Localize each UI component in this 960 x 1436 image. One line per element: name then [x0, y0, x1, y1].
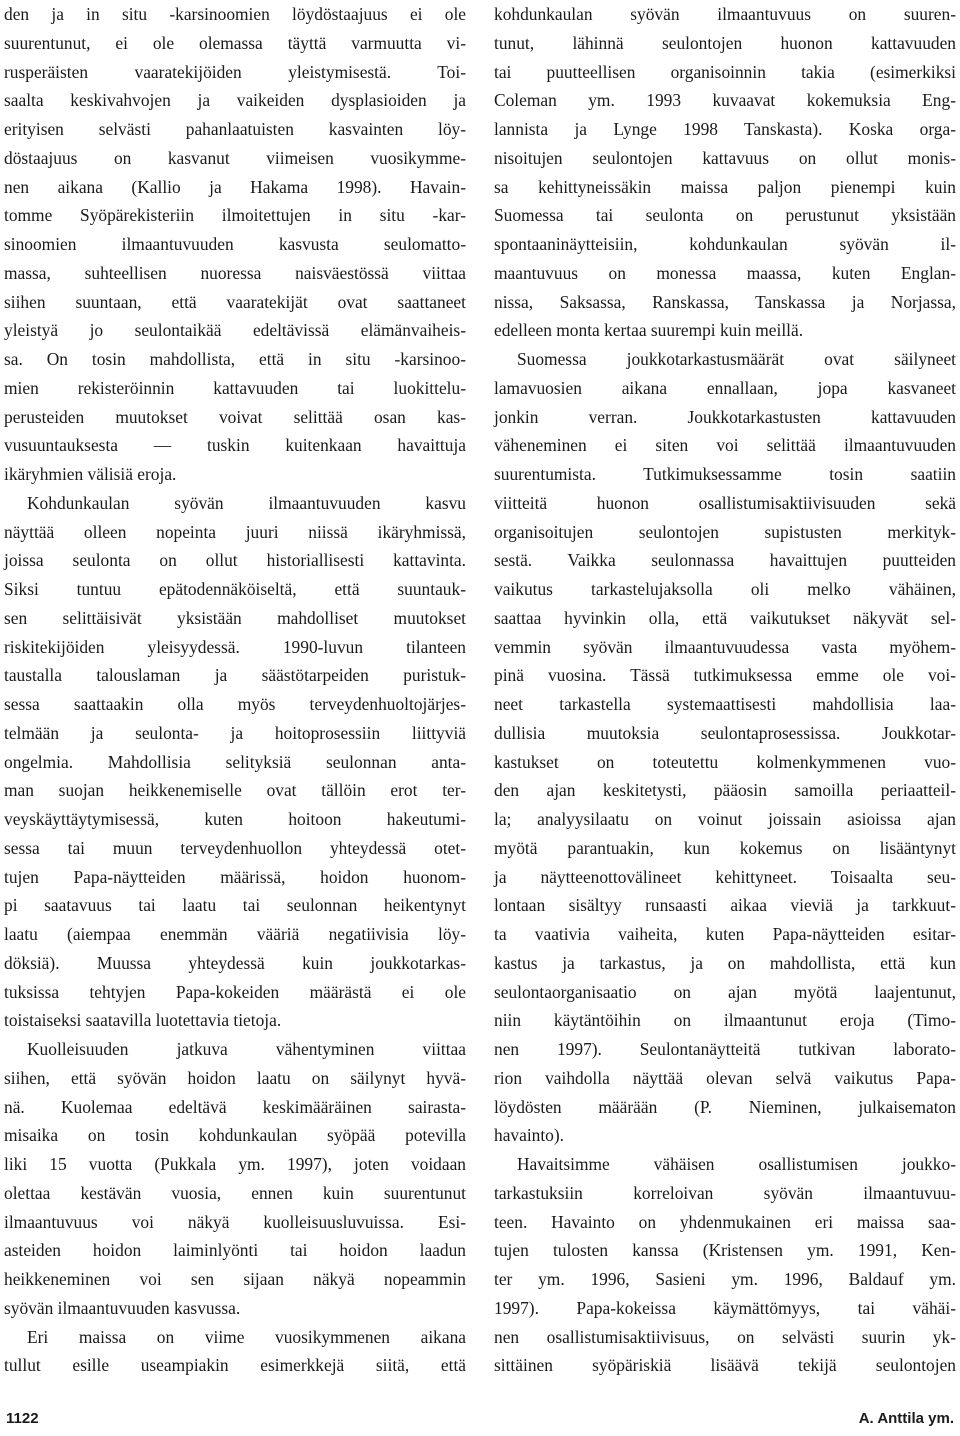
text-line: yleistyä jo seulontaikää edeltävissä elämänvaiheis-: [4, 320, 466, 341]
text-line: jonkin verran. Joukkotarkastusten kattavuuden: [494, 406, 956, 427]
text-line: nen aikana (Kallio ja Hakama 1998). Havain-: [4, 176, 466, 197]
text-line: niin käytäntöihin on ilmaantunut eroja (Timo-: [494, 1010, 956, 1031]
text-line: rion vaihdolla näyttää olevan selvä vaikutus Papa-: [494, 1067, 956, 1088]
text-line: suurentumista. Tutkimuksessamme tosin saatiin: [494, 464, 956, 484]
text-line: siihen, että syövän hoidon laatu on säilynyt hyvä-: [4, 1067, 466, 1088]
text-line: tomme Syöpärekisteriin ilmoitettujen in situ -kar-: [4, 205, 466, 226]
text-line: nä. Kuolemaa edeltävä keskimääräinen sairasta-: [4, 1096, 466, 1117]
text-line: edelleen monta kertaa suurempi kuin meillä.: [494, 320, 804, 341]
text-line: väheneminen ei siten voi selittää ilmaantuvuuden: [494, 435, 956, 456]
text-line: mien rekisteröinnin kattavuuden tai luokittelu-: [4, 377, 466, 398]
text-line: 1997). Papa-kokeissa käymättömyys, tai vähäi-: [494, 1297, 956, 1318]
text-line: kastukset on toteutettu kolmenkymmenen vuo-: [494, 751, 956, 772]
text-line: misaika on tosin kohdunkaulan syöpää potevilla: [4, 1125, 466, 1146]
text-line: sessa saattaakin olla myös terveydenhuoltojärjes-: [4, 694, 466, 714]
text-line: ikäryhmien välisiä eroja.: [4, 464, 177, 484]
text-line: lamavuosien aikana ennallaan, jopa kasvaneet: [494, 377, 956, 398]
text-line: vemmin syövän ilmaantuvuudessa vasta myöhem-: [494, 636, 956, 657]
text-line: Coleman ym. 1993 kuvaavat kokemuksia Eng-: [494, 90, 956, 111]
text-line: laatu (aiempaa enemmän vääriä negatiivisia löy-: [4, 924, 466, 944]
text-line: myötä parantuakin, kun kokemus on lisääntynyt: [494, 837, 956, 858]
text-line: telmään ja seulonta- ja hoitoprosessiin liittyviä: [4, 722, 466, 743]
text-line: seulontaorganisaatio on ajan myötä laajentunut,: [494, 981, 956, 1002]
text-line: Suomessa tai seulonta on perustunut yksistään: [494, 205, 956, 226]
text-line: erityisen selvästi pahanlaatuisten kasvainten löy-: [4, 119, 466, 139]
text-line: sa kehittyneissäkin maissa paljon pienempi kuin: [494, 176, 956, 197]
text-line: Kuolleisuuden jatkuva vähentyminen viittaa: [27, 1039, 466, 1059]
text-line: organisoitujen seulontojen supistusten merkityk-: [494, 521, 956, 542]
text-line: toistaiseksi saatavilla luotettavia tietoja.: [4, 1010, 282, 1031]
text-line: pi saatavuus tai laatu tai seulonnan heikentynyt: [4, 895, 466, 916]
text-line: den ajan keskitetysti, pääosin samoilla periaatteil-: [494, 780, 956, 801]
text-line: viitteitä huonon osallistumisaktiivisuuden sekä: [494, 492, 956, 513]
running-author: A. Anttila ym.: [858, 1410, 954, 1427]
text-line: tujen tulosten kanssa (Kristensen ym. 1991, Ken-: [494, 1240, 956, 1261]
text-line: maantuvuus on monessa maassa, kuten Englan-: [494, 262, 956, 283]
text-line: massa, suhteellisen nuoressa naisväestössä viittaa: [4, 262, 466, 283]
text-line: la; analyysilaatu on voinut joissain asioissa ajan: [494, 809, 956, 829]
text-line: syövän ilmaantuvuuden kasvussa.: [4, 1297, 241, 1318]
text-line: tujen Papa-näytteiden määrissä, hoidon huonom-: [4, 866, 466, 887]
right-text-column: [494, 0, 956, 1380]
text-line: joissa seulonta on ollut historiallisesti kattavinta.: [4, 550, 466, 571]
text-line: perusteiden muutokset voivat selittää osan kas-: [4, 406, 466, 427]
page-footer: [0, 1410, 960, 1436]
text-line: lannista ja Lynge 1998 Tanskasta). Koska orga-: [494, 119, 956, 139]
text-line: Suomessa joukkotarkastusmäärät ovat säilyneet: [517, 349, 956, 369]
text-line: ongelmia. Mahdollisia selityksiä seulonnan anta-: [4, 751, 466, 772]
text-line: teen. Havainto on yhdenmukainen eri maissa saa-: [494, 1211, 956, 1232]
text-line: saalta keskivahvojen ja vaikeiden dysplasioiden ja: [4, 90, 466, 111]
text-line: löydösten määrään (P. Nieminen, julkaisematon: [494, 1096, 956, 1117]
text-line: ja näytteenottovälineet kehittyneet. Toisaalta seu-: [494, 866, 956, 887]
text-line: sessa tai muun terveydenhuollon yhteydessä otet-: [4, 837, 466, 858]
text-line: nen 1997). Seulontanäytteitä tutkivan laborato-: [494, 1039, 956, 1059]
text-line: döstaajuus on kasvanut viimeisen vuosikymme-: [4, 147, 466, 168]
text-line: sa. On tosin mahdollista, että in situ -karsinoo-: [4, 349, 466, 369]
text-line: pinä vuosina. Tässä tutkimuksessa emme ole voi-: [494, 665, 956, 686]
text-line: den ja in situ -karsinoomien löydöstaajuus ei ole: [4, 4, 466, 24]
text-line: asteiden hoidon laiminlyönti tai hoidon laadun: [4, 1240, 466, 1261]
text-line: taustalla talouslaman ja säästötarpeiden puristuk-: [4, 665, 466, 686]
text-line: tunut, lähinnä seulontojen huonon kattavuuden: [494, 32, 956, 53]
text-line: nisoitujen seulontojen kattavuus on ollut monis-: [494, 147, 956, 168]
text-line: Siksi tuntuu epätodennäköiseltä, että suuntauk-: [4, 579, 466, 599]
text-line: dullisia muutoksia seulontaprosessissa. Joukkotar-: [494, 722, 956, 743]
text-line: sestä. Vaikka seulonnassa havaittujen puutteiden: [494, 550, 956, 571]
text-line: nen osallistumisaktiivisuus, on selvästi suurin yk-: [494, 1326, 956, 1347]
text-line: heikkeneminen voi sen sijaan näkyä nopeammin: [4, 1269, 466, 1289]
text-line: kohdunkaulan syövän ilmaantuvuus on suuren-: [494, 4, 956, 24]
text-line: man suojan heikkenemiselle ovat tällöin erot ter-: [4, 780, 466, 801]
text-line: olettaa kestävän vuosia, ennen kuin suurentunut: [4, 1182, 466, 1203]
text-line: ter ym. 1996, Sasieni ym. 1996, Baldauf ym.: [494, 1269, 956, 1289]
text-line: vaikutus tarkastelujaksolla oli melko vähäinen,: [494, 579, 956, 599]
text-line: veyskäyttäytymisessä, kuten hoitoon hakeutumi-: [4, 809, 466, 829]
text-line: lontaan sisältyy runsaasti aikaa vieviä ja tarkkuut-: [494, 895, 956, 916]
text-line: tullut esille useampiakin esimerkkejä siitä, että: [4, 1355, 466, 1376]
text-line: vusuuntauksesta — tuskin kuitenkaan havaittuja: [4, 435, 466, 456]
text-line: rusperäisten vaaratekijöiden yleistymisestä. Toi-: [4, 61, 466, 82]
text-line: sen selittäisivät yksistään mahdolliset muutokset: [4, 607, 466, 628]
text-line: nissa, Saksassa, Ranskassa, Tanskassa ja Norjassa,: [494, 291, 956, 312]
text-line: liki 15 vuotta (Pukkala ym. 1997), joten voidaan: [4, 1154, 466, 1174]
text-line: tarkastuksiin korreloivan syövän ilmaantuvuu-: [494, 1182, 956, 1203]
text-line: tai puutteellisen organisoinnin takia (esimerkiksi: [494, 61, 956, 82]
text-line: spontaaninäytteisiin, kohdunkaulan syövän il-: [494, 234, 956, 254]
text-line: suurentunut, ei ole olemassa täyttä varmuutta vi-: [4, 32, 466, 53]
text-line: siihen suuntaan, että vaaratekijät ovat saattaneet: [4, 291, 466, 312]
text-line: neet tarkastella systemaattisesti mahdollisia laa-: [494, 694, 956, 714]
page-number: 1122: [6, 1410, 39, 1427]
text-line: kastus ja tarkastus, ja on mahdollista, että kun: [494, 952, 956, 973]
text-line: Eri maissa on viime vuosikymmenen aikana: [27, 1326, 466, 1347]
text-line: tuksissa tehtyjen Papa-kokeiden määrästä ei ole: [4, 981, 466, 1002]
text-line: döksiä). Muussa yhteydessä kuin joukkotarkas-: [4, 952, 466, 973]
left-text-column: [4, 0, 466, 1380]
text-line: havainto).: [494, 1125, 565, 1146]
text-line: riskitekijöiden yleisyydessä. 1990-luvun tilanteen: [4, 636, 466, 657]
text-line: Kohdunkaulan syövän ilmaantuvuuden kasvu: [27, 492, 466, 513]
text-line: saattaa hyvinkin olla, että vaikutukset näkyvät sel-: [494, 607, 956, 628]
text-line: sittäinen syöpäriskiä lisäävä tekijä seulontojen: [494, 1355, 956, 1376]
text-line: Havaitsimme vähäisen osallistumisen joukko-: [517, 1154, 956, 1174]
text-line: ta vaativia vaiheita, kuten Papa-näytteiden esitar-: [494, 924, 956, 944]
text-line: näyttää olleen nopeinta juuri niissä ikäryhmissä,: [4, 521, 466, 542]
text-line: ilmaantuvuus voi näkyä kuolleisuusluvuissa. Esi-: [4, 1211, 466, 1232]
text-line: sinoomien ilmaantuvuuden kasvusta seulomatto-: [4, 234, 466, 254]
